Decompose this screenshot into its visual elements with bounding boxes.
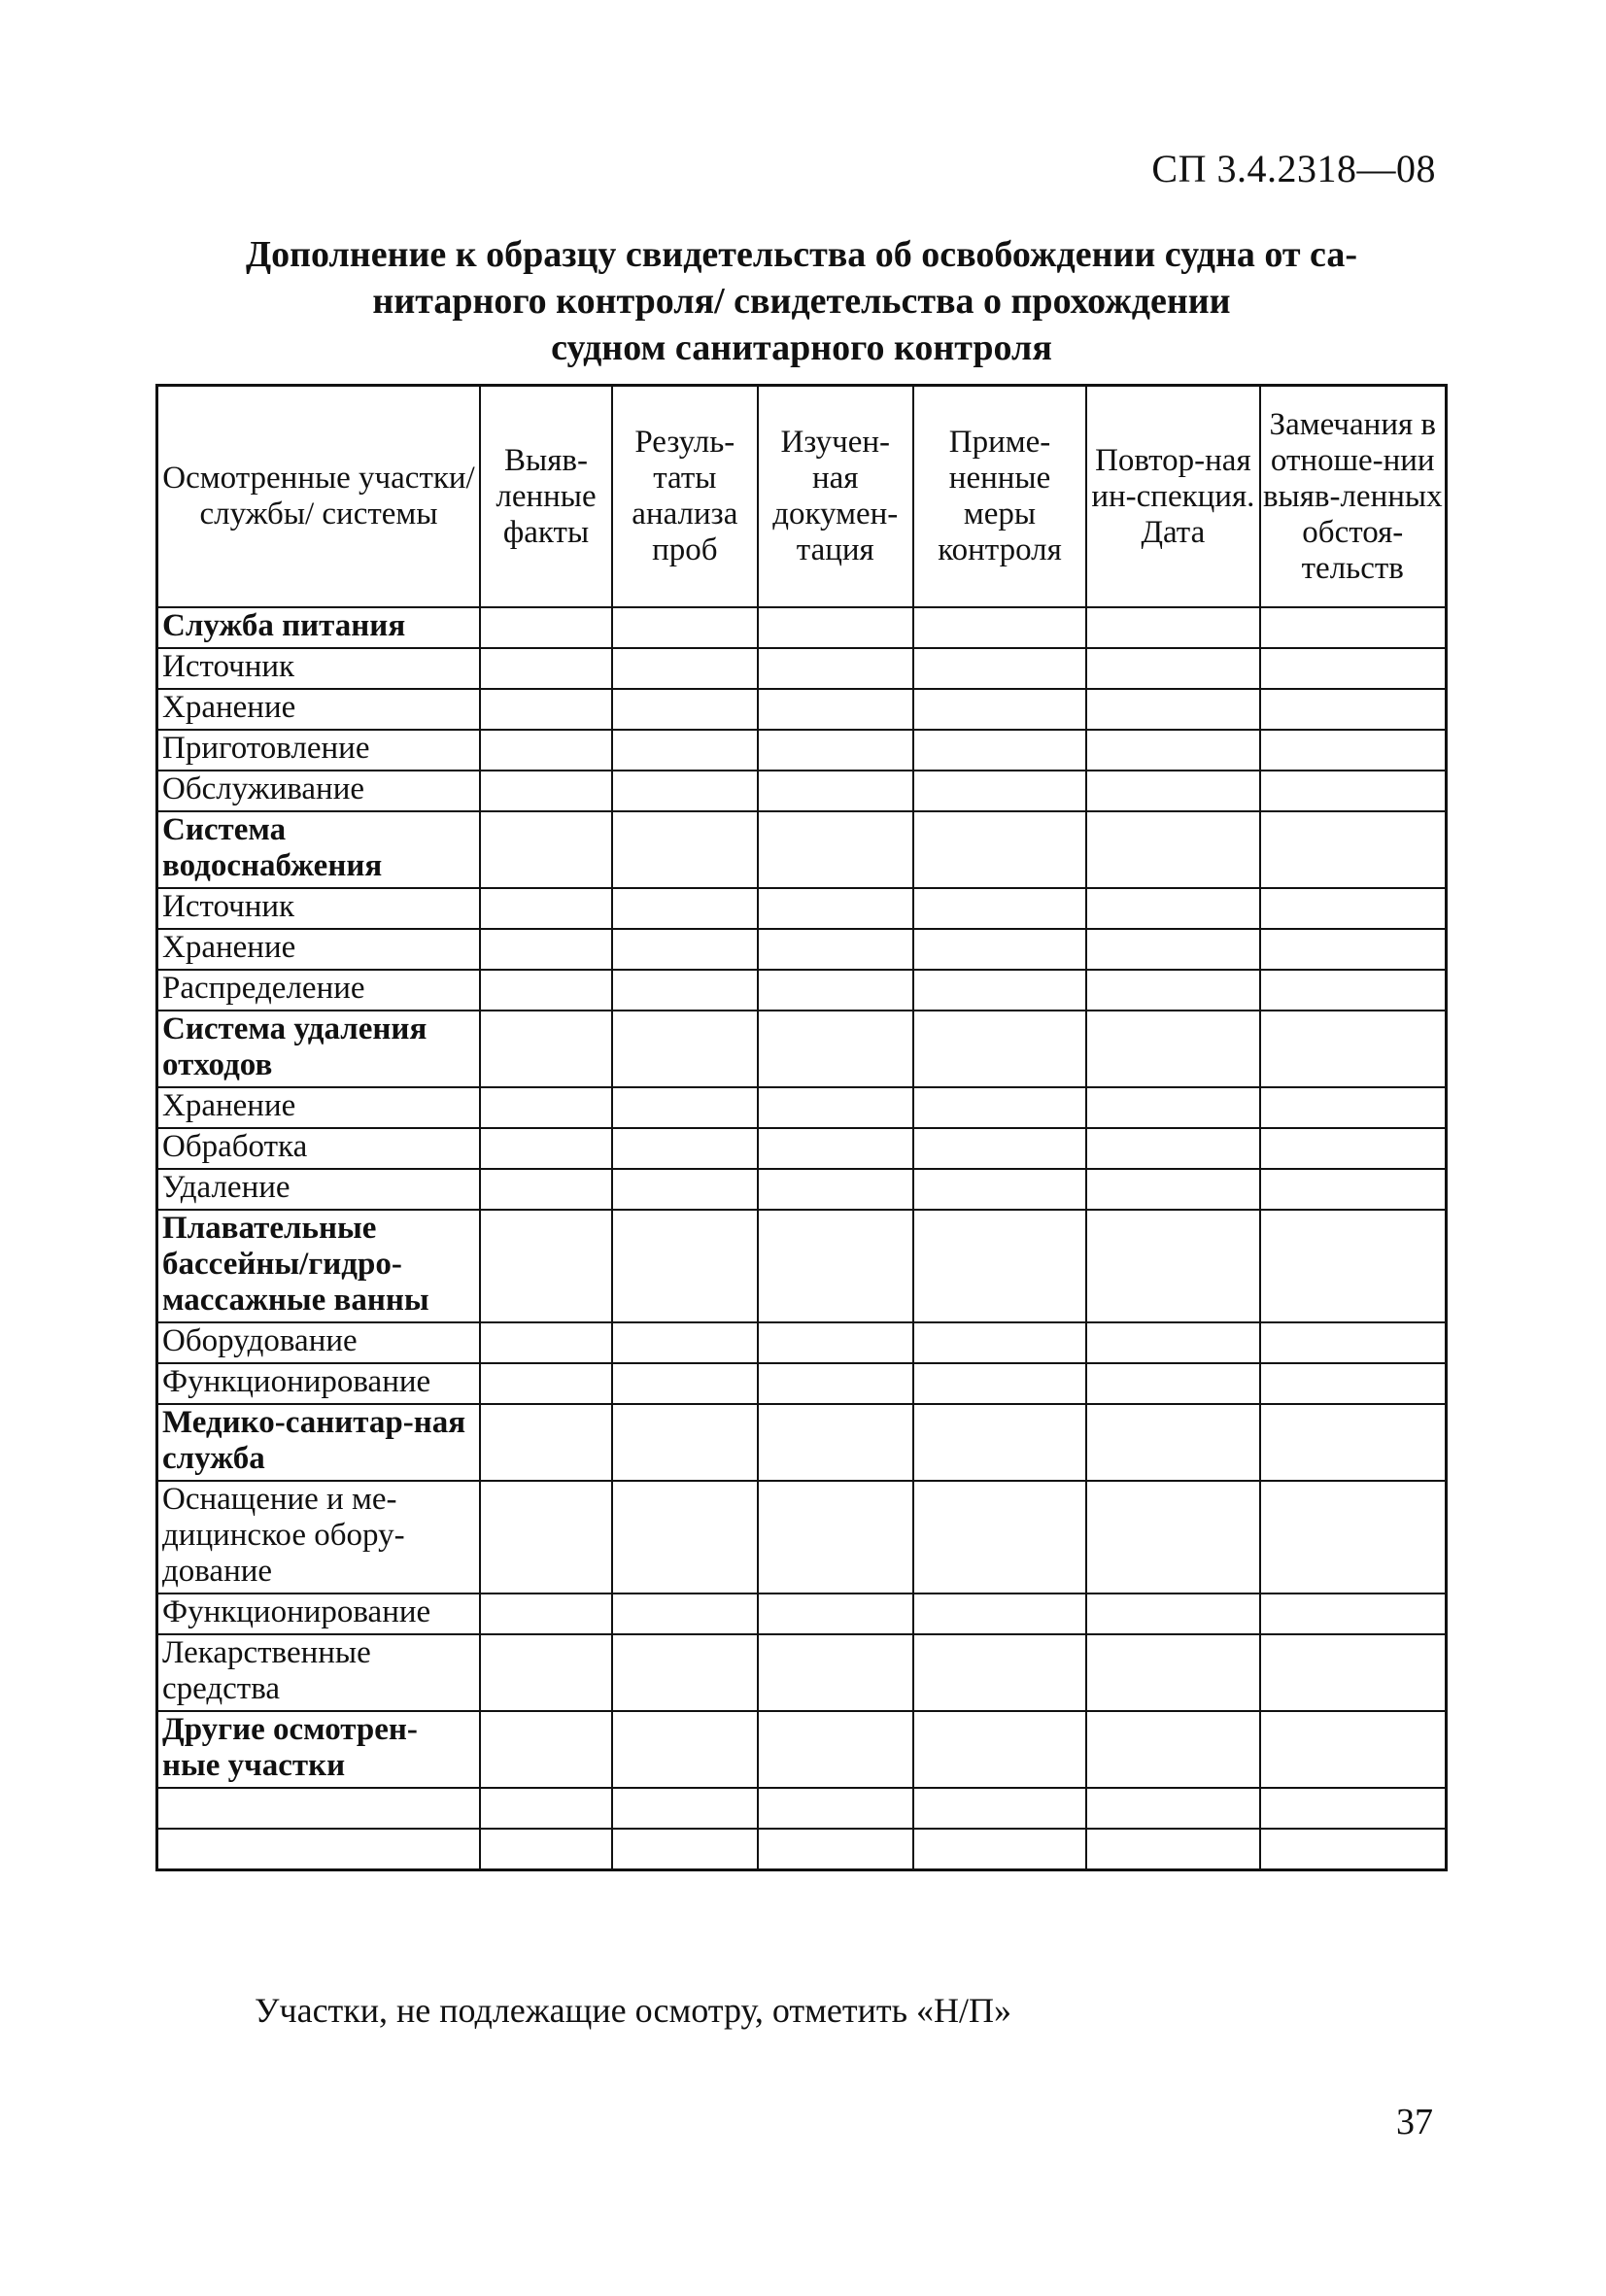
table-header-row <box>157 386 1447 608</box>
empty-cell <box>1260 1481 1447 1593</box>
empty-cell <box>612 1593 758 1634</box>
area-cell: Функционирование <box>157 1593 481 1634</box>
empty-cell <box>913 1829 1086 1870</box>
table-row <box>157 1011 1447 1087</box>
empty-cell <box>913 1128 1086 1169</box>
title-line: судном санитарного контроля <box>551 327 1052 368</box>
empty-cell <box>612 1322 758 1363</box>
table-row <box>157 771 1447 811</box>
empty-cell <box>480 607 612 648</box>
area-cell: Распределение <box>157 970 481 1011</box>
empty-cell <box>913 730 1086 771</box>
empty-cell <box>480 730 612 771</box>
table-row <box>157 1788 1447 1829</box>
table-row <box>157 1829 1447 1870</box>
empty-cell <box>1086 888 1259 929</box>
empty-cell <box>913 888 1086 929</box>
title-line: Дополнение к образцу свидетельства об освобождении судна от са- <box>245 234 1358 275</box>
table-row <box>157 888 1447 929</box>
empty-cell <box>913 1210 1086 1322</box>
empty-cell <box>758 1593 913 1634</box>
column-header: Осмотренные участки/службы/ системы <box>157 386 481 608</box>
empty-cell <box>913 648 1086 689</box>
empty-cell <box>758 1011 913 1087</box>
empty-cell <box>1086 1128 1259 1169</box>
empty-cell <box>612 1011 758 1087</box>
column-header: Замечания в отноше-нии выяв-ленных обстоя-тельств <box>1260 386 1447 608</box>
table-row <box>157 1481 1447 1593</box>
column-header: Приме-ненные меры контроля <box>913 386 1086 608</box>
empty-cell <box>612 970 758 1011</box>
empty-cell <box>913 1404 1086 1481</box>
page-number: 37 <box>1396 2102 1433 2142</box>
empty-cell <box>913 1481 1086 1593</box>
empty-cell <box>1260 929 1447 970</box>
area-cell: Лекарственные средства <box>157 1634 481 1711</box>
table-row <box>157 929 1447 970</box>
table-row <box>157 689 1447 730</box>
empty-cell <box>612 1481 758 1593</box>
table-row <box>157 1128 1447 1169</box>
empty-cell <box>612 1210 758 1322</box>
empty-cell <box>612 689 758 730</box>
empty-cell <box>480 1169 612 1210</box>
empty-cell <box>1086 1011 1259 1087</box>
empty-cell <box>612 771 758 811</box>
empty-cell <box>1086 1593 1259 1634</box>
empty-cell <box>612 607 758 648</box>
empty-cell <box>1086 1481 1259 1593</box>
table-row <box>157 1322 1447 1363</box>
empty-cell <box>480 1011 612 1087</box>
empty-cell <box>758 1634 913 1711</box>
empty-cell <box>1086 689 1259 730</box>
section-heading-cell: Другие осмотрен-ные участки <box>157 1711 481 1788</box>
empty-cell <box>480 1087 612 1128</box>
empty-cell <box>1260 1634 1447 1711</box>
empty-cell <box>1086 1788 1259 1829</box>
document-code: СП 3.4.2318—08 <box>1151 147 1436 190</box>
empty-cell <box>1260 1322 1447 1363</box>
table-row <box>157 1634 1447 1711</box>
empty-cell <box>758 1711 913 1788</box>
empty-cell <box>913 1711 1086 1788</box>
empty-cell <box>480 1711 612 1788</box>
empty-cell <box>1086 1210 1259 1322</box>
empty-cell <box>480 1481 612 1593</box>
empty-cell <box>758 929 913 970</box>
empty-cell <box>758 970 913 1011</box>
table-row <box>157 730 1447 771</box>
empty-cell <box>480 1593 612 1634</box>
empty-cell <box>758 689 913 730</box>
empty-cell <box>612 1404 758 1481</box>
column-header: Повтор-ная ин-спекция. Дата <box>1086 386 1259 608</box>
table-row <box>157 1593 1447 1634</box>
empty-cell <box>480 929 612 970</box>
area-cell: Оснащение и ме-дицинское обору-дование <box>157 1481 481 1593</box>
table-row <box>157 648 1447 689</box>
empty-cell <box>913 970 1086 1011</box>
empty-cell <box>1086 730 1259 771</box>
empty-cell <box>612 1169 758 1210</box>
empty-cell <box>758 1829 913 1870</box>
empty-cell <box>480 1363 612 1404</box>
area-cell: Источник <box>157 648 481 689</box>
title-line: нитарного контроля/ свидетельства о прохождении <box>372 281 1231 322</box>
empty-cell <box>612 811 758 888</box>
empty-cell <box>913 1169 1086 1210</box>
empty-cell <box>480 970 612 1011</box>
table-row <box>157 1210 1447 1322</box>
column-header: Выяв-ленные факты <box>480 386 612 608</box>
empty-cell <box>612 1128 758 1169</box>
empty-cell <box>913 1593 1086 1634</box>
table-body <box>157 607 1447 1870</box>
empty-cell <box>480 1788 612 1829</box>
table-row <box>157 970 1447 1011</box>
empty-cell <box>612 929 758 970</box>
empty-cell <box>480 1634 612 1711</box>
empty-cell <box>480 771 612 811</box>
empty-cell <box>758 648 913 689</box>
section-heading-cell: Система водоснабжения <box>157 811 481 888</box>
empty-cell <box>612 1363 758 1404</box>
area-cell: Источник <box>157 888 481 929</box>
empty-cell <box>480 1210 612 1322</box>
empty-cell <box>480 648 612 689</box>
empty-cell <box>1086 648 1259 689</box>
empty-cell <box>758 1481 913 1593</box>
empty-cell <box>480 888 612 929</box>
empty-cell <box>480 1322 612 1363</box>
section-heading-cell: Система удаления отходов <box>157 1011 481 1087</box>
empty-cell <box>1260 1404 1447 1481</box>
empty-cell <box>1086 1829 1259 1870</box>
empty-cell <box>612 888 758 929</box>
area-cell: Обработка <box>157 1128 481 1169</box>
empty-cell <box>913 1788 1086 1829</box>
empty-cell <box>758 888 913 929</box>
empty-cell <box>913 1087 1086 1128</box>
empty-cell <box>480 689 612 730</box>
empty-cell <box>913 1011 1086 1087</box>
area-cell <box>157 1829 481 1870</box>
empty-cell <box>612 648 758 689</box>
empty-cell <box>758 730 913 771</box>
table-row <box>157 1404 1447 1481</box>
empty-cell <box>480 1128 612 1169</box>
empty-cell <box>1086 1322 1259 1363</box>
empty-cell <box>1260 1011 1447 1087</box>
area-cell: Обслуживание <box>157 771 481 811</box>
empty-cell <box>1260 607 1447 648</box>
empty-cell <box>1086 1404 1259 1481</box>
empty-cell <box>913 771 1086 811</box>
area-cell: Приготовление <box>157 730 481 771</box>
table-row <box>157 1087 1447 1128</box>
empty-cell <box>612 1087 758 1128</box>
empty-cell <box>1260 1128 1447 1169</box>
empty-cell <box>1086 771 1259 811</box>
table-row <box>157 1363 1447 1404</box>
empty-cell <box>1260 970 1447 1011</box>
empty-cell <box>758 1363 913 1404</box>
empty-cell <box>1086 811 1259 888</box>
empty-cell <box>480 1829 612 1870</box>
empty-cell <box>758 607 913 648</box>
document-title <box>155 231 1448 371</box>
empty-cell <box>1260 1829 1447 1870</box>
empty-cell <box>1086 607 1259 648</box>
empty-cell <box>1260 1711 1447 1788</box>
empty-cell <box>1260 811 1447 888</box>
empty-cell <box>1086 1087 1259 1128</box>
empty-cell <box>758 1404 913 1481</box>
area-cell: Оборудование <box>157 1322 481 1363</box>
area-cell: Хранение <box>157 1087 481 1128</box>
empty-cell <box>1260 730 1447 771</box>
empty-cell <box>1260 1087 1447 1128</box>
table-row <box>157 607 1447 648</box>
section-heading-cell: Медико-санитар-ная служба <box>157 1404 481 1481</box>
table-row <box>157 811 1447 888</box>
column-header: Резуль-таты анализа проб <box>612 386 758 608</box>
empty-cell <box>1260 1363 1447 1404</box>
empty-cell <box>612 1829 758 1870</box>
empty-cell <box>1260 1593 1447 1634</box>
empty-cell <box>1260 1169 1447 1210</box>
empty-cell <box>1260 648 1447 689</box>
empty-cell <box>1260 771 1447 811</box>
empty-cell <box>913 811 1086 888</box>
empty-cell <box>913 1634 1086 1711</box>
empty-cell <box>1260 1788 1447 1829</box>
column-header: Изучен-ная докумен-тация <box>758 386 913 608</box>
empty-cell <box>1086 1711 1259 1788</box>
table-row <box>157 1169 1447 1210</box>
empty-cell <box>1260 1210 1447 1322</box>
section-heading-cell: Служба питания <box>157 607 481 648</box>
empty-cell <box>1086 929 1259 970</box>
empty-cell <box>612 1711 758 1788</box>
empty-cell <box>1086 970 1259 1011</box>
area-cell <box>157 1788 481 1829</box>
empty-cell <box>913 607 1086 648</box>
empty-cell <box>913 929 1086 970</box>
area-cell: Функционирование <box>157 1363 481 1404</box>
empty-cell <box>1086 1363 1259 1404</box>
empty-cell <box>480 1404 612 1481</box>
area-cell: Хранение <box>157 929 481 970</box>
empty-cell <box>758 771 913 811</box>
empty-cell <box>913 1322 1086 1363</box>
empty-cell <box>758 811 913 888</box>
empty-cell <box>758 1128 913 1169</box>
area-cell: Хранение <box>157 689 481 730</box>
empty-cell <box>758 1322 913 1363</box>
empty-cell <box>758 1210 913 1322</box>
empty-cell <box>612 1634 758 1711</box>
empty-cell <box>1086 1169 1259 1210</box>
empty-cell <box>758 1788 913 1829</box>
empty-cell <box>913 689 1086 730</box>
empty-cell <box>913 1363 1086 1404</box>
empty-cell <box>1086 1634 1259 1711</box>
empty-cell <box>1260 689 1447 730</box>
area-cell: Удаление <box>157 1169 481 1210</box>
inspection-table <box>155 384 1448 1871</box>
empty-cell <box>1260 888 1447 929</box>
empty-cell <box>612 730 758 771</box>
footnote: Участки, не подлежащие осмотру, отметить «Н/П» <box>255 1991 1012 2030</box>
empty-cell <box>480 811 612 888</box>
empty-cell <box>758 1169 913 1210</box>
section-heading-cell: Плавательные бассейны/гидро-массажные ванны <box>157 1210 481 1322</box>
empty-cell <box>612 1788 758 1829</box>
empty-cell <box>758 1087 913 1128</box>
table-row <box>157 1711 1447 1788</box>
